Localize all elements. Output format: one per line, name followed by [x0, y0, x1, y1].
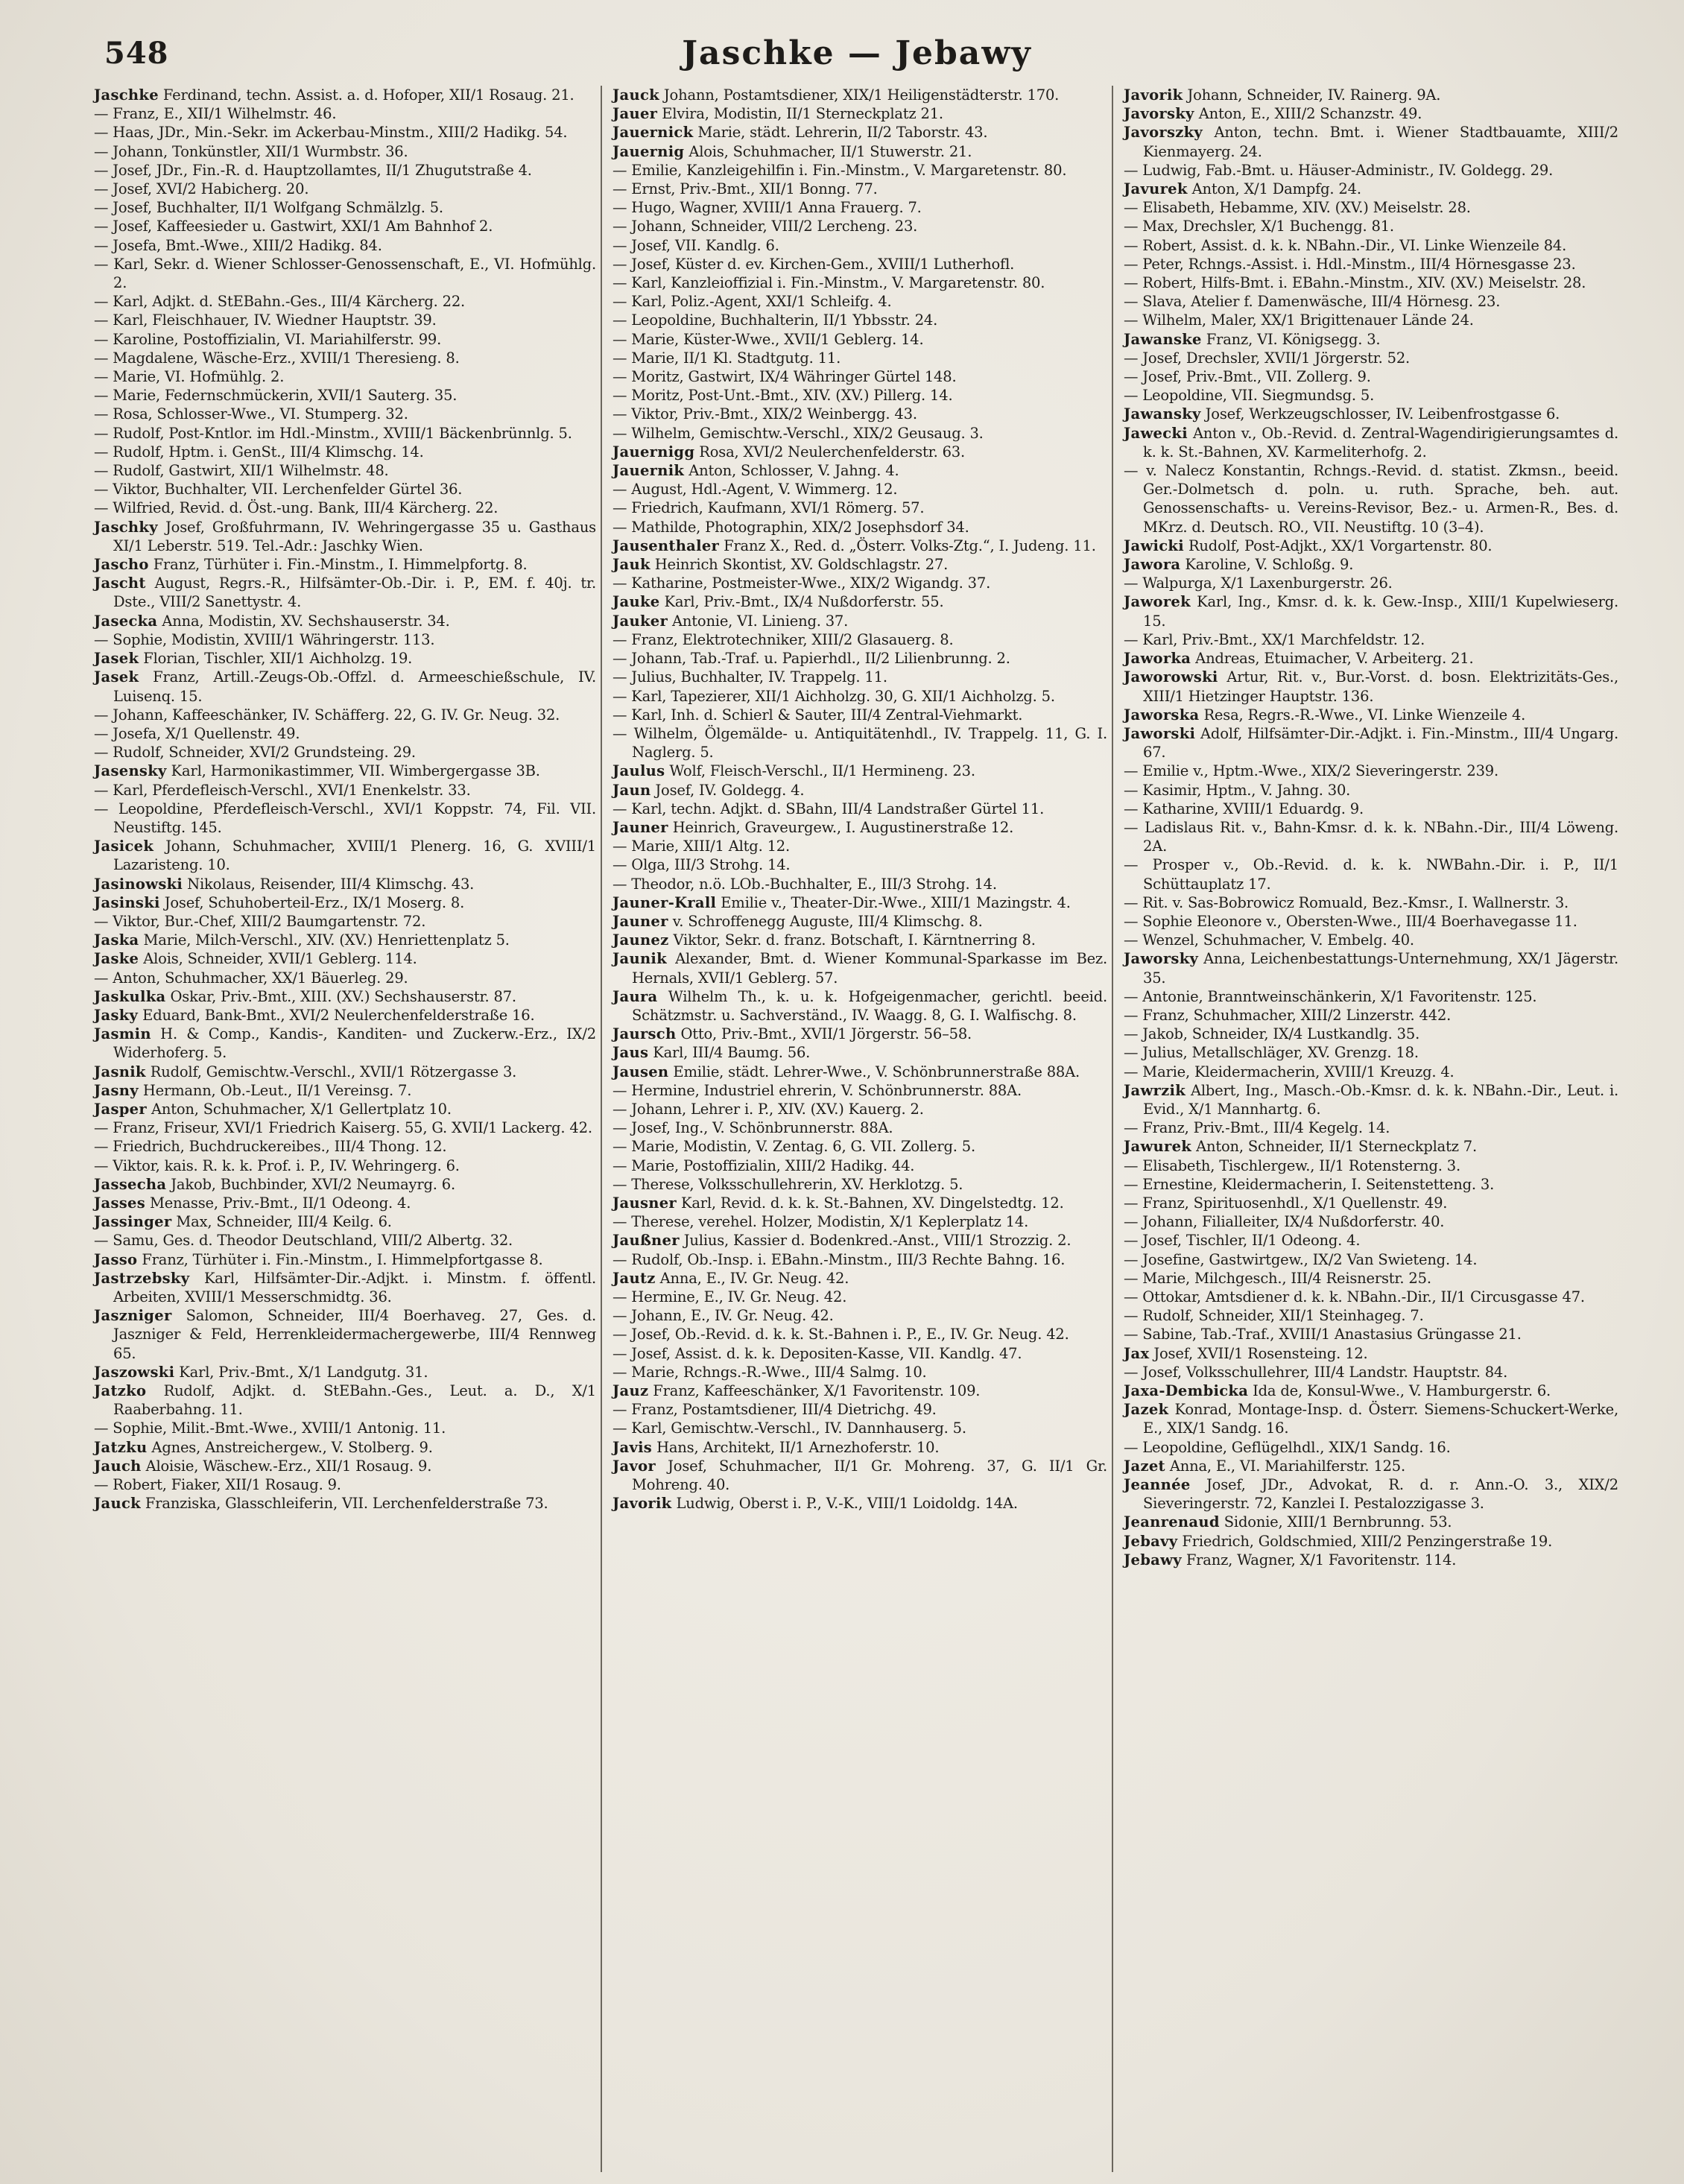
entry-surname: Jauernick — [612, 124, 694, 142]
entry-surname: Javorik — [1124, 86, 1183, 104]
directory-entry: Jaunik Alexander, Bmt. d. Wiener Kommunal-Sparkasse im Bez. Hernals, XVII/1 Geblerg. 57. — [612, 950, 1107, 987]
directory-entry: — Marie, Milchgesch., III/4 Reisnerstr. 25. — [1124, 1269, 1431, 1287]
directory-entry: — Josefa, Bmt.-Wwe., XIII/2 Hadikg. 84. — [94, 236, 382, 254]
directory-entry: — Marie, Postoffizialin, XIII/2 Hadikg. 44. — [612, 1156, 915, 1174]
directory-entry: — Jakob, Schneider, IX/4 Lustkandlg. 35. — [1124, 1025, 1420, 1043]
column-2 — [601, 86, 1112, 2172]
directory-entry: — Sophie Eleonore v., Obersten-Wwe., III/4 Boerhavegasse 11. — [1124, 912, 1577, 930]
column-3 — [1112, 86, 1623, 2172]
directory-entry: Jeanrenaud Sidonie, XIII/1 Bernbrunng. 53. — [1124, 1513, 1452, 1531]
directory-entry: Jaworski Adolf, Hilfsämter-Dir.-Adjkt. i. Fin.-Minstm., III/4 Ungarg. 67. — [1124, 724, 1618, 762]
entry-surname: Jawora — [1124, 556, 1181, 574]
directory-entry: Jasso Franz, Türhüter i. Fin.-Minstm., I. Himmelpfortgasse 8. — [94, 1250, 543, 1268]
directory-entry: — Sophie, Milit.-Bmt.-Wwe., XVIII/1 Antonig. 11. — [94, 1419, 446, 1437]
directory-entry: Jasecka Anna, Modistin, XV. Sechshauserstr. 34. — [94, 612, 450, 630]
directory-entry: — Viktor, Buchhalter, VII. Lerchenfelder Gürtel 36. — [94, 481, 463, 498]
directory-entry: Jasmin H. & Comp., Kandis-, Kanditen- und Zuckerw.-Erz., IX/2 Widerhoferg. 5. — [94, 1025, 596, 1062]
directory-entry: Jassecha Jakob, Buchbinder, XVI/2 Neumayrg. 6. — [94, 1175, 455, 1193]
directory-entry: Javorik Ludwig, Oberst i. P., V.-K., VIII/1 Loidoldg. 14A. — [612, 1495, 1018, 1513]
entry-surname: Jauernig — [612, 142, 685, 160]
directory-entry: Jaxa-Dembicka Ida de, Konsul-Wwe., V. Hamburgerstr. 6. — [1124, 1382, 1551, 1400]
directory-entry: — Max, Drechsler, X/1 Buchengg. 81. — [1124, 218, 1394, 235]
directory-entry: Jawicki Rudolf, Post-Adjkt., XX/1 Vorgartenstr. 80. — [1124, 536, 1493, 554]
directory-entry: — Wilhelm, Maler, XX/1 Brigittenauer Lände 24. — [1124, 311, 1474, 329]
directory-entry: — Karl, Gemischtw.-Verschl., IV. Dannhauserg. 5. — [612, 1419, 966, 1437]
directory-entry: — Slava, Atelier f. Damenwäsche, III/4 Hörnesg. 23. — [1124, 293, 1501, 311]
entry-surname: Jausenthaler — [612, 536, 720, 554]
entry-surname: Jastrzebsky — [94, 1269, 190, 1287]
directory-entry: Jausenthaler Franz X., Red. d. „Österr. Volks-Ztg.“, I. Judeng. 11. — [612, 536, 1096, 554]
entry-surname: Jaske — [94, 950, 139, 968]
entry-surname: Jassinger — [94, 1213, 172, 1231]
directory-entry: Jastrzebsky Karl, Hilfsämter-Dir.-Adjkt. i. Minstm. f. öffentl. Arbeiten, XVIII/1 Messerschmidtg. 36. — [94, 1269, 596, 1305]
directory-entry: — Rudolf, Schneider, XVI/2 Grundsteing. 29. — [94, 744, 416, 762]
directory-entry: — Ludwig, Fab.-Bmt. u. Häuser-Administr., IV. Goldegg. 29. — [1124, 161, 1554, 179]
directory-entry: — Robert, Hilfs-Bmt. i. EBahn.-Minstm., XIV. (XV.) Meiselstr. 28. — [1124, 274, 1586, 292]
directory-entry: — Josef, Ing., V. Schönbrunnerstr. 88A. — [612, 1119, 893, 1137]
entry-surname: Jasinowski — [94, 875, 183, 893]
directory-entry: — Wilhelm, Gemischtw.-Verschl., XIX/2 Geusaug. 3. — [612, 424, 984, 442]
directory-entry: — Katharine, XVIII/1 Eduardg. 9. — [1124, 800, 1364, 817]
entry-surname: Jasper — [94, 1100, 147, 1118]
directory-entry: Jaske Alois, Schneider, XVII/1 Geblerg. 114. — [94, 950, 417, 968]
directory-entry: Jaschke Ferdinand, techn. Assist. a. d. Hofoper, XII/1 Rosaug. 21. — [94, 86, 574, 104]
directory-entry: Jauck Johann, Postamtsdiener, XIX/1 Heiligenstädterstr. 170. — [612, 86, 1060, 104]
entry-surname: Jauernik — [612, 462, 685, 480]
directory-entry: — Magdalene, Wäsche-Erz., XVIII/1 Theresieng. 8. — [94, 349, 460, 367]
entry-surname: Jaskulka — [94, 987, 166, 1005]
directory-entry: Jausner Karl, Revid. d. k. k. St.-Bahnen, XV. Dingelstedtg. 12. — [612, 1194, 1064, 1212]
directory-entry: Jawora Karoline, V. Schloßg. 9. — [1124, 556, 1354, 574]
directory-entry: — Leopoldine, Pferdefleisch-Verschl., XVI/1 Koppstr. 74, Fil. VII. Neustiftg. 145. — [94, 800, 596, 836]
directory-entry: Jawecki Anton v., Ob.-Revid. d. Zentral-Wagendirigierungsamtes d. k. k. St.-Bahnen, XV. Karmeliterhofg. 2. — [1124, 424, 1618, 460]
directory-entry: Jawurek Anton, Schneider, II/1 Sterneckplatz 7. — [1124, 1138, 1478, 1156]
directory-entry: — Josef, XVI/2 Habicherg. 20. — [94, 180, 309, 198]
entry-surname: Jauner — [612, 912, 668, 930]
directory-entry: — Johann, Filialleiter, IX/4 Nußdorferstr. 40. — [1124, 1213, 1445, 1231]
directory-entry: — Karl, Sekr. d. Wiener Schlosser-Genossenschaft, E., VI. Hofmühlg. 2. — [94, 255, 596, 292]
entry-surname: Jawecki — [1124, 424, 1188, 442]
directory-entry: — Josefine, Gastwirtgew., IX/2 Van Swieteng. 14. — [1124, 1250, 1478, 1268]
directory-entry: Jauer Elvira, Modistin, II/1 Sterneckplatz 21. — [612, 105, 943, 123]
directory-entry: — Karl, Kanzleioffizial i. Fin.-Minstm., V. Margaretenstr. 80. — [612, 274, 1045, 292]
directory-entry: Jascho Franz, Türhüter i. Fin.-Minstm., I. Himmelpfortg. 8. — [94, 556, 528, 574]
directory-entry: Javor Josef, Schuhmacher, II/1 Gr. Mohreng. 37, G. II/1 Gr. Mohreng. 40. — [612, 1457, 1107, 1494]
entry-surname: Jascht — [94, 575, 146, 592]
entry-surname: Jauernigg — [612, 443, 695, 460]
directory-entry: — Emilie, Kanzleigehilfin i. Fin.-Minstm., V. Margaretenstr. 80. — [612, 161, 1067, 179]
entry-surname: Jaworsky — [1124, 950, 1199, 968]
directory-entry: — Hugo, Wagner, XVIII/1 Anna Frauerg. 7. — [612, 199, 922, 217]
entry-surname: Jauner-Krall — [612, 893, 717, 911]
entry-surname: Jaszowski — [94, 1363, 175, 1381]
entry-surname: Jasicek — [94, 838, 154, 855]
directory-entry: — Franz, Elektrotechniker, XIII/2 Glasauerg. 8. — [612, 630, 954, 648]
directory-entry: — Josef, Volksschullehrer, III/4 Landstr. Hauptstr. 84. — [1124, 1363, 1508, 1381]
entry-surname: Javor — [612, 1457, 656, 1475]
directory-entry: — Marie, Rchngs.-R.-Wwe., III/4 Salmg. 10. — [612, 1363, 927, 1381]
entry-surname: Jeanrenaud — [1124, 1513, 1220, 1531]
directory-entry: Jebavy Friedrich, Goldschmied, XIII/2 Penzingerstraße 19. — [1124, 1532, 1553, 1550]
directory-entry: — Hermine, E., IV. Gr. Neug. 42. — [612, 1288, 847, 1305]
directory-entry: — Therese, verehel. Holzer, Modistin, X/1 Keplerplatz 14. — [612, 1213, 1029, 1231]
directory-entry: — Robert, Assist. d. k. k. NBahn.-Dir., VI. Linke Wienzeile 84. — [1124, 236, 1567, 254]
entry-surname: Jax — [1124, 1344, 1150, 1362]
directory-entry: — v. Nalecz Konstantin, Rchngs.-Revid. d. statist. Zkmsn., beeid. Ger.-Dolmetsch d. poln. u. ruth. Sprache, beh. aut. Genossenschafts- u. Vereins-Revisor, Bez.- u. Armen-R., Bes. d. MKrz. d. Deutsch. RO., VII. Neustiftg. 10 (3–4). — [1124, 462, 1618, 536]
directory-entry: Jatzku Agnes, Anstreichergew., V. Stolberg. 9. — [94, 1438, 433, 1456]
directory-entry: Jaska Marie, Milch-Verschl., XIV. (XV.) Henriettenplatz 5. — [94, 931, 510, 949]
directory-entry: — Moritz, Post-Unt.-Bmt., XIV. (XV.) Pillerg. 14. — [612, 387, 953, 405]
directory-entry: Jaun Josef, IV. Goldegg. 4. — [612, 781, 805, 799]
directory-entry: — Emilie v., Hptm.-Wwe., XIX/2 Sieveringerstr. 239. — [1124, 762, 1499, 780]
entry-surname: Jasmin — [94, 1025, 151, 1043]
directory-entry: Jaulus Wolf, Fleisch-Verschl., II/1 Hermineng. 23. — [612, 762, 975, 780]
directory-entry: Jasensky Karl, Harmonikastimmer, VII. Wimbergergasse 3B. — [94, 762, 540, 780]
directory-entry: Javorszky Anton, techn. Bmt. i. Wiener Stadtbauamte, XIII/2 Kienmayerg. 24. — [1124, 124, 1618, 160]
entry-surname: Jauker — [612, 612, 668, 630]
directory-entry: — Elisabeth, Tischlergew., II/1 Rotensterng. 3. — [1124, 1156, 1460, 1174]
directory-entry: Jauke Karl, Priv.-Bmt., IX/4 Nußdorferstr. 55. — [612, 593, 944, 611]
entry-surname: Jascho — [94, 556, 149, 574]
directory-entry: Jaursch Otto, Priv.-Bmt., XVII/1 Jörgerstr. 56–58. — [612, 1025, 972, 1043]
entry-surname: Jawansky — [1124, 405, 1201, 423]
directory-entry: Jauck Franziska, Glasschleiferin, VII. Lerchenfelderstraße 73. — [94, 1495, 548, 1513]
directory-entry: — Johann, Kaffeeschänker, IV. Schäfferg. 22, G. IV. Gr. Neug. 32. — [94, 706, 560, 724]
directory-entry: — Josefa, X/1 Quellenstr. 49. — [94, 724, 300, 742]
entry-surname: Jaworka — [1124, 650, 1191, 668]
directory-entry: Jasek Florian, Tischler, XII/1 Aichholzg. 19. — [94, 650, 413, 668]
directory-entry: — Sophie, Modistin, XVIII/1 Währingerstr. 113. — [94, 630, 435, 648]
directory-entry: Jauernigg Rosa, XVI/2 Neulerchenfelderstr. 63. — [612, 443, 965, 460]
directory-entry: — Karoline, Postoffizialin, VI. Mariahilferstr. 99. — [94, 330, 442, 348]
directory-entry: — Johann, Schneider, VIII/2 Lercheng. 23. — [612, 218, 918, 235]
directory-entry: — Samu, Ges. d. Theodor Deutschland, VIII/2 Albertg. 32. — [94, 1232, 513, 1250]
directory-entry: Jaworska Resa, Regrs.-R.-Wwe., VI. Linke Wienzeile 4. — [1124, 706, 1526, 724]
entry-surname: Jaunez — [612, 931, 669, 949]
directory-entry: — Marie, Kleidermacherin, XVIII/1 Kreuzg. 4. — [1124, 1063, 1454, 1080]
directory-entry: Jaszowski Karl, Priv.-Bmt., X/1 Landgutg. 31. — [94, 1363, 428, 1381]
directory-entry: — Wenzel, Schuhmacher, V. Embelg. 40. — [1124, 931, 1414, 949]
directory-entry: — Ernst, Priv.-Bmt., XII/1 Bonng. 77. — [612, 180, 878, 198]
entry-surname: Jazet — [1124, 1457, 1165, 1475]
entry-surname: Jaunik — [612, 950, 667, 968]
directory-entry: Jawrzik Albert, Ing., Masch.-Ob.-Kmsr. d. k. k. NBahn.-Dir., Leut. i. Evid., X/1 Mannhartg. 6. — [1124, 1081, 1618, 1118]
directory-entry: Jauz Franz, Kaffeeschänker, X/1 Favoritenstr. 109. — [612, 1382, 981, 1400]
directory-entry: — Rit. v. Sas-Bobrowicz Romuald, Bez.-Kmsr., I. Wallnerstr. 3. — [1124, 893, 1569, 911]
directory-entry: Jassinger Max, Schneider, III/4 Keilg. 6. — [94, 1213, 392, 1231]
entry-surname: Jauke — [612, 593, 660, 611]
directory-entry: Jaunez Viktor, Sekr. d. franz. Botschaft, I. Kärntnerring 8. — [612, 931, 1036, 949]
directory-entry: — Josef, Kaffeesieder u. Gastwirt, XXI/1 Am Bahnhof 2. — [94, 218, 493, 235]
directory-entry: — Peter, Rchngs.-Assist. i. Hdl.-Minstm., III/4 Hörnesgasse 23. — [1124, 255, 1576, 273]
directory-entry: — Ernestine, Kleidermacherin, I. Seitenstetteng. 3. — [1124, 1175, 1495, 1193]
directory-entry: — Friedrich, Kaufmann, XVI/1 Römerg. 57. — [612, 499, 925, 517]
directory-entry: — Walpurga, X/1 Laxenburgerstr. 26. — [1124, 575, 1393, 592]
entry-surname: Jaura — [612, 987, 658, 1005]
entry-surname: Jautz — [612, 1269, 656, 1287]
directory-entry: Jaworsky Anna, Leichenbestattungs-Unternehmung, XX/1 Jägerstr. 35. — [1124, 950, 1618, 987]
directory-entry: Jaus Karl, III/4 Baumg. 56. — [612, 1044, 811, 1062]
directory-entry: — Haas, JDr., Min.-Sekr. im Ackerbau-Minstm., XIII/2 Hadikg. 54. — [94, 124, 568, 142]
directory-entry: — Theodor, n.ö. LOb.-Buchhalter, E., III/3 Strohg. 14. — [612, 875, 997, 893]
directory-entry: Jautz Anna, E., IV. Gr. Neug. 42. — [612, 1269, 849, 1287]
entry-surname: Jasek — [94, 668, 139, 686]
entry-surname: Jawurek — [1124, 1138, 1192, 1156]
entry-surname: Jaska — [94, 931, 139, 949]
directory-entry: — Moritz, Gastwirt, IX/4 Währinger Gürtel 148. — [612, 368, 957, 386]
entry-surname: Jaworowski — [1124, 668, 1218, 686]
entry-surname: Jatzko — [94, 1382, 147, 1400]
directory-entry: Javorik Johann, Schneider, IV. Rainerg. 9A. — [1124, 86, 1441, 104]
directory-entry: Jaworka Andreas, Etuimacher, V. Arbeiterg. 21. — [1124, 650, 1474, 668]
directory-entry: Jauner Heinrich, Graveurgew., I. Augustinerstraße 12. — [612, 818, 1014, 836]
directory-entry: Jauernick Marie, städt. Lehrerin, II/2 Taborstr. 43. — [612, 124, 988, 142]
directory-entry: — Sabine, Tab.-Traf., XVIII/1 Anastasius Grüngasse 21. — [1124, 1326, 1522, 1343]
directory-entry: — Rudolf, Gastwirt, XII/1 Wilhelmstr. 48. — [94, 462, 389, 480]
entry-surname: Jaursch — [612, 1025, 677, 1043]
directory-entry: — Wilfried, Revid. d. Öst.-ung. Bank, III/4 Kärcherg. 22. — [94, 499, 498, 517]
entry-surname: Jawanske — [1124, 330, 1202, 348]
entry-surname: Jawicki — [1124, 536, 1184, 554]
directory-entry: — Therese, Volksschullehrerin, XV. Herklotzg. 5. — [612, 1175, 963, 1193]
entry-surname: Jausen — [612, 1063, 669, 1080]
directory-entry: — Karl, Tapezierer, XII/1 Aichholzg. 30, G. XII/1 Aichholzg. 5. — [612, 687, 1055, 705]
entry-surname: Jaulus — [612, 762, 665, 780]
directory-entry: — Karl, Poliz.-Agent, XXI/1 Schleifg. 4. — [612, 293, 892, 311]
directory-entry: — Julius, Metallschläger, XV. Grenzg. 18. — [1124, 1044, 1419, 1062]
directory-entry: — Josef, Drechsler, XVII/1 Jörgerstr. 52. — [1124, 349, 1411, 367]
directory-entry: — Rudolf, Hptm. i. GenSt., III/4 Klimschg. 14. — [94, 443, 424, 460]
entry-surname: Jaus — [612, 1044, 649, 1062]
directory-entry: Jascht August, Regrs.-R., Hilfsämter-Ob.-Dir. i. P., EM. f. 40j. tr. Dste., VIII/2 Sanettystr. 4. — [94, 575, 596, 611]
entry-surname: Jatzku — [94, 1438, 148, 1456]
entry-surname: Jasensky — [94, 762, 167, 780]
directory-entry: — Ottokar, Amtsdiener d. k. k. NBahn.-Dir., II/1 Circusgasse 47. — [1124, 1288, 1585, 1305]
directory-entry: — Olga, III/3 Strohg. 14. — [612, 856, 791, 874]
directory-entry: — Josef, Assist. d. k. k. Depositen-Kasse, VII. Kandlg. 47. — [612, 1344, 1022, 1362]
entry-surname: Jasnik — [94, 1063, 146, 1080]
entry-surname: Jaworek — [1124, 593, 1191, 611]
entry-surname: Jaxa-Dembicka — [1124, 1382, 1249, 1400]
directory-entry: Jauner v. Schroffenegg Auguste, III/4 Klimschg. 8. — [612, 912, 983, 930]
directory-entry: — Franz, Schuhmacher, XIII/2 Linzerstr. 442. — [1124, 1006, 1452, 1024]
directory-entry: Jasinski Josef, Schuhoberteil-Erz., IX/1 Moserg. 8. — [94, 893, 465, 911]
directory-entry: — Josef, JDr., Fin.-R. d. Hauptzollamtes, II/1 Zhugutstraße 4. — [94, 161, 532, 179]
directory-columns — [89, 86, 1624, 2172]
directory-entry: Jasicek Johann, Schuhmacher, XVIII/1 Plenerg. 16, G. XVIII/1 Lazaristeng. 10. — [94, 838, 596, 874]
directory-entry: Jaszniger Salomon, Schneider, III/4 Boerhaveg. 27, Ges. d. Jaszniger & Feld, Herrenkleidermachergewerbe, III/4 Rennweg 65. — [94, 1307, 596, 1362]
entry-surname: Jebavy — [1124, 1532, 1178, 1550]
directory-entry: Jeannée Josef, JDr., Advokat, R. d. r. Ann.-O. 3., XIX/2 Sieveringerstr. 72, Kanzlei I. Pestalozzigasse 3. — [1124, 1476, 1618, 1513]
directory-entry: — Josef, Tischler, II/1 Odeong. 4. — [1124, 1232, 1361, 1250]
directory-entry: — Franz, E., XII/1 Wilhelmstr. 46. — [94, 105, 337, 123]
directory-entry: Jasinowski Nikolaus, Reisender, III/4 Klimschg. 43. — [94, 875, 475, 893]
directory-entry: Jausen Emilie, städt. Lehrer-Wwe., V. Schönbrunnerstraße 88A. — [612, 1063, 1080, 1080]
directory-entry: — Josef, VII. Kandlg. 6. — [612, 236, 779, 254]
directory-entry: — Karl, Priv.-Bmt., XX/1 Marchfeldstr. 12. — [1124, 630, 1425, 648]
directory-entry: — Katharine, Postmeister-Wwe., XIX/2 Wigandg. 37. — [612, 575, 991, 592]
directory-entry: — Josef, Priv.-Bmt., VII. Zollerg. 9. — [1124, 368, 1371, 386]
directory-entry: — Ladislaus Rit. v., Bahn-Kmsr. d. k. k. NBahn.-Dir., III/4 Löweng. 2A. — [1124, 818, 1618, 855]
directory-entry: — Prosper v., Ob.-Revid. d. k. k. NWBahn.-Dir. i. P., II/1 Schüttauplatz 17. — [1124, 856, 1618, 893]
entry-surname: Jaußner — [612, 1232, 680, 1250]
directory-entry: Jasper Anton, Schuhmacher, X/1 Gellertplatz 10. — [94, 1100, 452, 1118]
directory-entry: Jazet Anna, E., VI. Mariahilferstr. 125. — [1124, 1457, 1406, 1475]
directory-entry: Jax Josef, XVII/1 Rosensteing. 12. — [1124, 1344, 1368, 1362]
entry-surname: Jawrzik — [1124, 1081, 1186, 1099]
entry-surname: Jaschke — [94, 86, 159, 104]
directory-entry: Jasky Eduard, Bank-Bmt., XVI/2 Neulerchenfelderstraße 16. — [94, 1006, 535, 1024]
directory-entry: — Josef, Ob.-Revid. d. k. k. St.-Bahnen i. P., E., IV. Gr. Neug. 42. — [612, 1326, 1069, 1343]
directory-entry: — Leopoldine, Geflügelhdl., XIX/1 Sandg. 16. — [1124, 1438, 1451, 1456]
directory-entry: — Julius, Buchhalter, IV. Trappelg. 11. — [612, 668, 887, 686]
directory-entry: Jaußner Julius, Kassier d. Bodenkred.-Anst., VIII/1 Strozzig. 2. — [612, 1232, 1072, 1250]
entry-surname: Jauner — [612, 818, 668, 836]
page-header — [89, 30, 1624, 82]
directory-entry: Jasses Menasse, Priv.-Bmt., II/1 Odeong. 4. — [94, 1194, 411, 1212]
directory-entry: — Mathilde, Photographin, XIX/2 Josephsdorf 34. — [612, 518, 969, 536]
directory-entry: Jauker Antonie, VI. Linieng. 37. — [612, 612, 849, 630]
directory-entry: — Marie, XIII/1 Altg. 12. — [612, 838, 790, 855]
entry-surname: Jasso — [94, 1250, 138, 1268]
entry-surname: Javorik — [612, 1495, 672, 1513]
directory-entry: — Franz, Postamtsdiener, III/4 Dietrichg. 49. — [612, 1401, 937, 1419]
directory-entry: Jauernik Anton, Schlosser, V. Jahng. 4. — [612, 462, 899, 480]
directory-entry: Jauch Aloisie, Wäschew.-Erz., XII/1 Rosaug. 9. — [94, 1457, 432, 1475]
directory-entry: — Marie, Federnschmückerin, XVII/1 Sauterg. 35. — [94, 387, 458, 405]
directory-entry: — Johann, E., IV. Gr. Neug. 42. — [612, 1307, 834, 1325]
entry-surname: Jauer — [612, 105, 658, 123]
directory-entry: — Marie, VI. Hofmühlg. 2. — [94, 368, 285, 386]
entry-surname: Jauk — [612, 556, 651, 574]
entry-surname: Jauch — [94, 1457, 142, 1475]
entry-surname: Jebawy — [1124, 1551, 1182, 1569]
directory-entry: — Viktor, kais. R. k. k. Prof. i. P., IV. Wehringerg. 6. — [94, 1156, 460, 1174]
entry-surname: Javis — [612, 1438, 653, 1456]
entry-surname: Jazek — [1124, 1401, 1169, 1419]
directory-entry: — Rudolf, Ob.-Insp. i. EBahn.-Minstm., III/3 Rechte Bahng. 16. — [612, 1250, 1066, 1268]
directory-entry: — Karl, Pferdefleisch-Verschl., XVI/1 Enenkelstr. 33. — [94, 781, 471, 799]
directory-entry: — Karl, Adjkt. d. StEBahn.-Ges., III/4 Kärcherg. 22. — [94, 293, 466, 311]
directory-entry: — Antonie, Branntweinschänkerin, X/1 Favoritenstr. 125. — [1124, 987, 1537, 1005]
directory-entry: Javis Hans, Architekt, II/1 Arnezhoferstr. 10. — [612, 1438, 940, 1456]
entry-surname: Jaschky — [94, 518, 158, 536]
directory-entry: Jaskulka Oskar, Priv.-Bmt., XIII. (XV.) Sechshauserstr. 87. — [94, 987, 516, 1005]
directory-entry: Jasek Franz, Artill.-Zeugs-Ob.-Offzl. d. Armeeschießschule, IV. Luisenq. 15. — [94, 668, 596, 705]
directory-entry: — Marie, II/1 Kl. Stadtgutg. 11. — [612, 349, 841, 367]
entry-surname: Jausner — [612, 1194, 677, 1212]
directory-entry: — Marie, Modistin, V. Zentag. 6, G. VII. Zollerg. 5. — [612, 1138, 975, 1156]
entry-surname: Javurek — [1124, 180, 1188, 198]
directory-entry: — Karl, Fleischhauer, IV. Wiedner Hauptstr. 39. — [94, 311, 437, 329]
entry-surname: Jauck — [94, 1495, 141, 1513]
directory-entry: Jasnik Rudolf, Gemischtw.-Verschl., XVII/1 Rötzergasse 3. — [94, 1063, 517, 1080]
directory-entry: — Elisabeth, Hebamme, XIV. (XV.) Meiselstr. 28. — [1124, 199, 1471, 217]
directory-entry: Jauner-Krall Emilie v., Theater-Dir.-Wwe., XIII/1 Mazingstr. 4. — [612, 893, 1071, 911]
directory-entry: Jauernig Alois, Schuhmacher, II/1 Stuwerstr. 21. — [612, 142, 972, 160]
directory-entry: Jatzko Rudolf, Adjkt. d. StEBahn.-Ges., Leut. a. D., X/1 Raaberbahng. 11. — [94, 1382, 596, 1419]
directory-entry: — Marie, Küster-Wwe., XVII/1 Geblerg. 14. — [612, 330, 924, 348]
directory-entry: — August, Hdl.-Agent, V. Wimmerg. 12. — [612, 481, 898, 498]
directory-entry: Jaworek Karl, Ing., Kmsr. d. k. k. Gew.-Insp., XIII/1 Kupelwieserg. 15. — [1124, 593, 1618, 630]
directory-entry: Jauk Heinrich Skontist, XV. Goldschlagstr. 27. — [612, 556, 949, 574]
entry-surname: Jassecha — [94, 1175, 167, 1193]
directory-entry: Jebawy Franz, Wagner, X/1 Favoritenstr. 114. — [1124, 1551, 1457, 1569]
entry-surname: Jaworski — [1124, 724, 1196, 742]
directory-entry: Jawansky Josef, Werkzeugschlosser, IV. Leibenfrostgasse 6. — [1124, 405, 1560, 423]
directory-entry: — Anton, Schuhmacher, XX/1 Bäuerleg. 29. — [94, 969, 408, 987]
entry-surname: Jaun — [612, 781, 651, 799]
directory-entry: — Leopoldine, VII. Siegmundsg. 5. — [1124, 387, 1375, 405]
entry-surname: Jasinski — [94, 893, 160, 911]
page-number: 548 — [104, 36, 169, 71]
directory-entry: — Rudolf, Schneider, XII/1 Steinhageg. 7. — [1124, 1307, 1424, 1325]
entry-surname: Jauz — [612, 1382, 649, 1400]
directory-entry: — Rudolf, Post-Kntlor. im Hdl.-Minstm., XVIII/1 Bäckenbrünnlg. 5. — [94, 424, 572, 442]
entry-surname: Jeannée — [1124, 1476, 1191, 1494]
directory-entry: — Franz, Friseur, XVI/1 Friedrich Kaiserg. 55, G. XVII/1 Lackerg. 42. — [94, 1119, 592, 1137]
directory-entry: — Josef, Küster d. ev. Kirchen-Gem., XVIII/1 Lutherhofl. — [612, 255, 1015, 273]
column-1 — [89, 86, 601, 2172]
entry-surname: Jasecka — [94, 612, 158, 630]
entry-surname: Jasek — [94, 650, 139, 668]
directory-entry: — Viktor, Priv.-Bmt., XIX/2 Weinbergg. 43. — [612, 405, 917, 423]
directory-entry: Jawanske Franz, VI. Königsegg. 3. — [1124, 330, 1381, 348]
directory-entry: — Johann, Tonkünstler, XII/1 Wurmbstr. 36. — [94, 142, 408, 160]
entry-surname: Javorsky — [1124, 105, 1194, 123]
entry-surname: Jauck — [612, 86, 659, 104]
entry-surname: Jasky — [94, 1006, 139, 1024]
entry-surname: Jasses — [94, 1194, 146, 1212]
directory-entry: — Viktor, Bur.-Chef, XIII/2 Baumgartenstr. 72. — [94, 912, 426, 930]
entry-surname: Jaworska — [1124, 706, 1200, 724]
directory-entry: Javorsky Anton, E., XIII/2 Schanzstr. 49. — [1124, 105, 1422, 123]
directory-entry: — Wilhelm, Ölgemälde- u. Antiquitätenhdl., IV. Trappelg. 11, G. I. Naglerg. 5. — [612, 724, 1107, 762]
directory-entry: Jasny Hermann, Ob.-Leut., II/1 Vereinsg. 7. — [94, 1081, 412, 1099]
directory-entry: — Franz, Priv.-Bmt., III/4 Kegelg. 14. — [1124, 1119, 1390, 1137]
directory-entry: — Rosa, Schlosser-Wwe., VI. Stumperg. 32. — [94, 405, 408, 423]
directory-entry: Jaworowski Artur, Rit. v., Bur.-Vorst. d. bosn. Elektrizitäts-Ges., XIII/1 Hietzinger Hauptstr. 136. — [1124, 668, 1618, 705]
directory-entry: Javurek Anton, X/1 Dampfg. 24. — [1124, 180, 1361, 198]
directory-entry: Jaschky Josef, Großfuhrmann, IV. Wehringergasse 35 u. Gasthaus XI/1 Leberstr. 519. Tel.-Adr.: Jaschky Wien. — [94, 518, 596, 554]
directory-entry: — Friedrich, Buchdruckereibes., III/4 Thong. 12. — [94, 1138, 447, 1156]
directory-entry: — Karl, techn. Adjkt. d. SBahn, III/4 Landstraßer Gürtel 11. — [612, 800, 1045, 817]
directory-entry: Jazek Konrad, Montage-Insp. d. Österr. Siemens-Schuckert-Werke, E., XIX/1 Sandg. 16. — [1124, 1401, 1618, 1437]
directory-entry: — Kasimir, Hptm., V. Jahng. 30. — [1124, 781, 1351, 799]
directory-entry: — Johann, Tab.-Traf. u. Papierhdl., II/2 Lilienbrunng. 2. — [612, 650, 1010, 668]
directory-entry: — Josef, Buchhalter, II/1 Wolfgang Schmälzlg. 5. — [94, 199, 443, 217]
directory-entry: — Johann, Lehrer i. P., XIV. (XV.) Kauerg. 2. — [612, 1100, 924, 1118]
running-title: Jaschke — Jebawy — [682, 34, 1032, 72]
directory-entry: Jaura Wilhelm Th., k. u. k. Hofgeigenmacher, gerichtl. beeid. Schätzmstr. u. Sachverständ., IV. Waagg. 8, G. I. Walfischg. 8. — [612, 987, 1107, 1024]
entry-surname: Jaszniger — [94, 1307, 172, 1325]
directory-entry: — Franz, Spirituosenhdl., X/1 Quellenstr. 49. — [1124, 1194, 1448, 1212]
entry-surname: Jasny — [94, 1081, 139, 1099]
directory-entry: — Karl, Inh. d. Schierl & Sauter, III/4 Zentral-Viehmarkt. — [612, 706, 1023, 724]
directory-entry: — Hermine, Industriel ehrerin, V. Schönbrunnerstr. 88A. — [612, 1081, 1022, 1099]
directory-entry: — Robert, Fiaker, XII/1 Rosaug. 9. — [94, 1476, 341, 1494]
directory-entry: — Leopoldine, Buchhalterin, II/1 Ybbsstr. 24. — [612, 311, 938, 329]
entry-surname: Javorszky — [1124, 124, 1203, 142]
